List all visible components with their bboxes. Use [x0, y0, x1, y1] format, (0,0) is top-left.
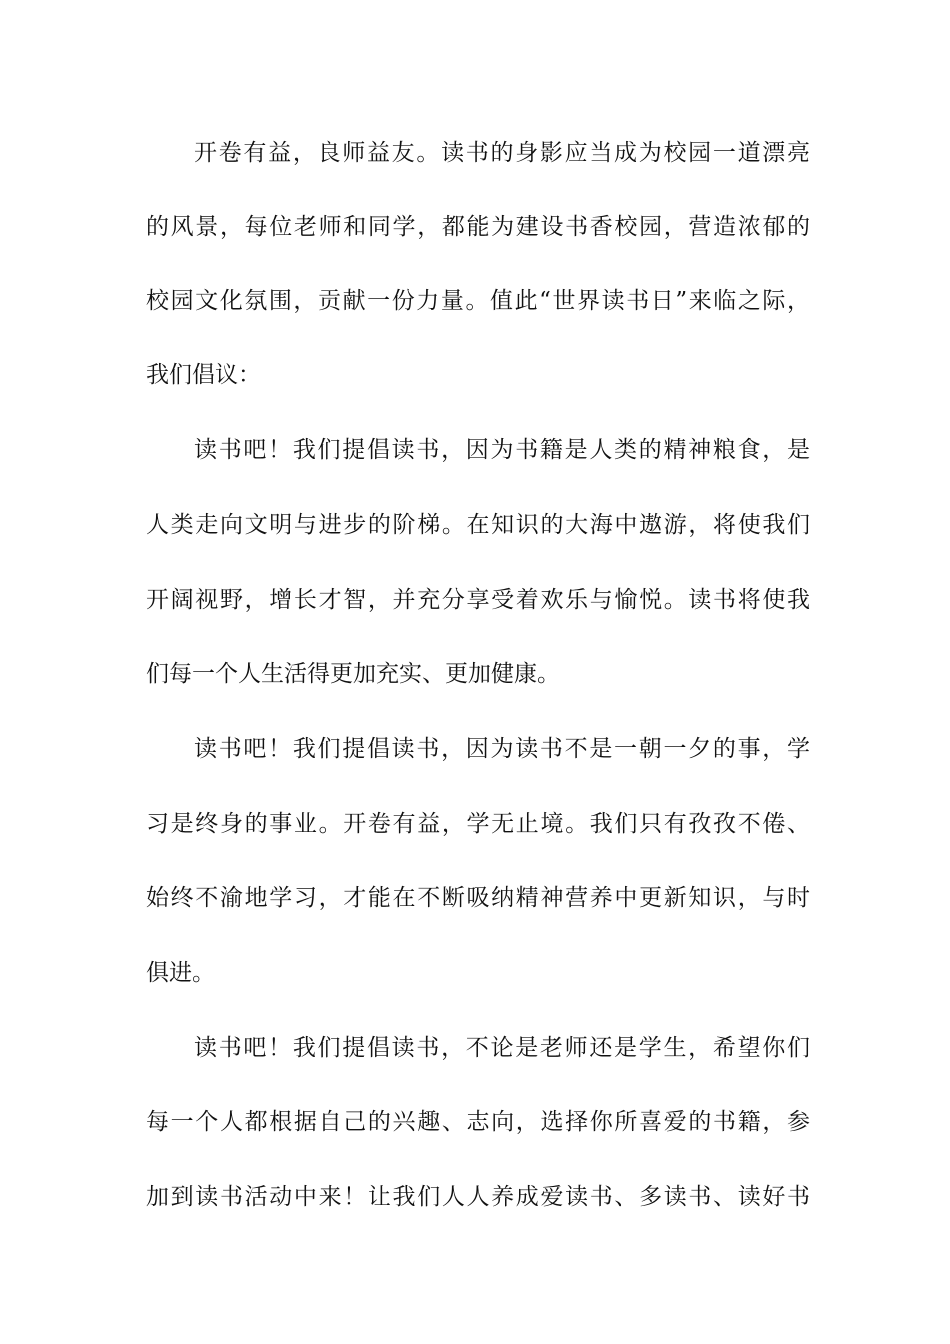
paragraph-4-line-2: 每一个人都根据自己的兴趣、志向，选择你所喜爱的书籍，参 — [146, 1109, 810, 1135]
paragraph-4-line-1: 读书吧！我们提倡读书，不论是老师还是学生，希望你们 — [194, 1035, 810, 1061]
paragraph-1-line-2: 的风景，每位老师和同学，都能为建设书香校园，营造浓郁的 — [146, 214, 810, 240]
paragraph-3-line-4: 俱进。 — [146, 960, 215, 986]
paragraph-2-line-1: 读书吧！我们提倡读书，因为书籍是人类的精神粮食，是 — [194, 437, 810, 463]
paragraph-2-line-4: 们每一个人生活得更加充实、更加健康。 — [146, 661, 560, 687]
paragraph-3-line-3: 始终不渝地学习，才能在不断吸纳精神营养中更新知识，与时 — [146, 885, 810, 911]
paragraph-2-line-3: 开阔视野，增长才智，并充分享受着欢乐与愉悦。读书将使我 — [146, 587, 810, 613]
paragraph-1-line-4: 我们倡议： — [146, 362, 261, 388]
paragraph-3-line-2: 习是终身的事业。开卷有益，学无止境。我们只有孜孜不倦、 — [146, 811, 810, 837]
paragraph-4-line-3: 加到读书活动中来！让我们人人养成爱读书、多读书、读好书 — [146, 1184, 810, 1210]
paragraph-3-line-1: 读书吧！我们提倡读书，因为读书不是一朝一夕的事，学 — [194, 736, 810, 762]
paragraph-2-line-2: 人类走向文明与进步的阶梯。在知识的大海中遨游，将使我们 — [146, 512, 810, 538]
paragraph-1-line-1: 开卷有益，良师益友。读书的身影应当成为校园一道漂亮 — [194, 140, 810, 166]
paragraph-1-line-3: 校园文化氛围，贡献一份力量。值此“世界读书日”来临之际， — [146, 288, 810, 314]
